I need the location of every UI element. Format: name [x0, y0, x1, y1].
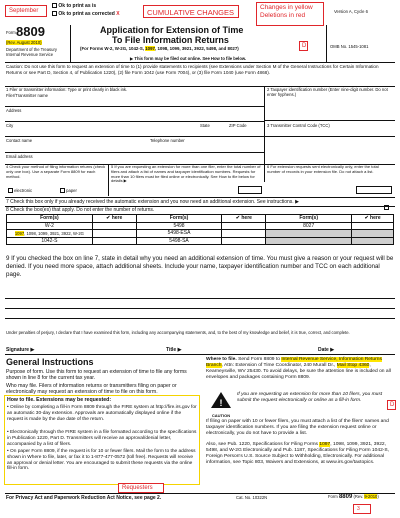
also-see-text: Also, see Pub. 1220, Specifications for Filing Forms 1097, 1098, 1099, 3921, 3922, 5498, and W-2G Electronically and Pub. 1187, Specifications for Filing Form 1042-S, Foreign Person's U.S. Source Subject to Withholding, Electronically. For additional information, see Topic 803, Waivers and Extensions, at www.irs.gov/taxtopics.: [206, 442, 390, 466]
cumulative-changes-banner: CUMULATIVE CHANGES: [143, 5, 239, 18]
signature-label: Signature ▶: [6, 347, 35, 353]
here-checkbox[interactable]: [222, 222, 266, 230]
col-here-3: ✔ here: [352, 215, 394, 223]
table-row: 1097, 1098, 1099, 3921, 3922, W-2G 5498-ESA: [7, 230, 394, 238]
form-title-1: Application for Extension of Time: [100, 25, 244, 35]
line1-label: 1 Filer or transmitter information: Type or print clearly in black ink.: [6, 87, 128, 92]
requesters-annotation: Requesters: [118, 483, 164, 493]
here-checkbox[interactable]: [352, 222, 394, 230]
box6-text: 6 For extension requests sent electronically only, enter the total number of records in your extension file. Do not attach a list.: [267, 164, 379, 174]
table-row: 1042-S 5498-SA: [7, 237, 394, 245]
here-checkbox[interactable]: [92, 237, 136, 245]
yellow-changes-note: Changes in yellow Deletions in red: [256, 2, 324, 26]
table-row: W-2 5498 8027: [7, 222, 394, 230]
box6-input[interactable]: [356, 186, 392, 194]
form-footer-ref: Form 8809 (Rev. 9-2010): [328, 494, 379, 500]
month-annotation: September: [5, 5, 47, 17]
how-bullet-online: • Online by completing a fill-in Form 8809 through the FIRE system at http://fire.irs.gov for an automatic 30-day extension. Approvals are automatically displayed online if the request is made by the due date of the return.: [7, 405, 197, 422]
date-label: Date ▶: [318, 347, 335, 353]
d-annotation-right: D: [387, 400, 396, 410]
tcc-label: 3 Transmitter Control Code (TCC): [267, 123, 330, 128]
filed-online-note: ▶ This form may be filed out online. See How to file below.: [130, 56, 247, 61]
ok-corrected-label: Ok to print as corrected X: [52, 11, 120, 17]
where-to-file-text: Where to file. Send Form 8809 to Internal Revenue Service, Information Returns Branch, Attn: Extension of Time Coordinator, 240 Murall Dr., Mail Stop 4360, Kearneysville, WV 25430. To avoid delays, be sure the attention line is included on all envelopes and packages containing Form 8809.: [206, 357, 391, 381]
caution-text: Caution: Do not use this form to request an extension of time to (1) provide statements to recipients (see Extensions under Section M of the General Instructions for Certain Information Returns or see Part D, Section 4, of Publication 1220), (2) file Form 1042 (use Form 7004), or (3) file Form 1040 (use Form 4868).: [6, 64, 379, 75]
caution-note: If you are requesting an extension for more than 10 filers, you must submit the request electronically or online as a fill-in form.: [237, 392, 383, 403]
page-annotation: 3: [353, 504, 371, 514]
ok-print-label: Ok to print as is: [52, 3, 96, 9]
zip-label: ZIP Code: [229, 123, 247, 128]
privacy-notice: For Privacy Act and Paperwork Reduction Act Notice, see page 2.: [6, 495, 162, 501]
filer-name-label: Filer/Transmitter name: [6, 93, 48, 98]
warning-triangle-icon: [211, 392, 231, 408]
col-form-2: Form(s): [136, 215, 222, 223]
here-checkbox[interactable]: [92, 230, 136, 238]
svg-text:!: !: [219, 398, 223, 408]
paper-checkbox[interactable]: [60, 188, 65, 193]
line7-text: 7 Check this box only if you already received the automatic extension and you now need an additional extension. See instructions. ▶: [6, 199, 299, 205]
caution-icon: ! CAUTION: [208, 392, 234, 416]
ok-as-is-checkbox[interactable]: [52, 3, 57, 8]
here-checkbox[interactable]: [92, 222, 136, 230]
how-bullet-electronic: • Electronically through the FIRE system in a file formatted according to the specifications in Publication 1220, Part D. Transmitters will receive an approval/denial letter, accompanied by a list of filers.: [7, 430, 197, 447]
line8-text: 8 Check the box(es) that apply. Do not enter the number of returns.: [6, 207, 155, 213]
form-number: 8809: [16, 24, 45, 39]
version-label: Version A, Cycle 6: [334, 9, 368, 14]
general-instructions-heading: General Instructions: [6, 357, 94, 367]
cat-number: Cat. No. 10322N: [236, 495, 268, 500]
forms-list: (For Forms W-2, W-2G, 1042-S, 1097, 1098, 1099, 3921, 3922, 5498, and 8027): [80, 46, 239, 51]
paper-note: If filing on paper with 10 or fewer filers, you must attach a list of the filers' names and taxpayer identification numbers. If you are filing the extension request online or electronically, you do not have to provide a list.: [206, 419, 389, 437]
telephone-label: Telephone number: [150, 138, 185, 143]
col-here-2: ✔ here: [222, 215, 266, 223]
form-label: Form: [6, 30, 16, 35]
who-may-file-text: Who may file. Filers of information returns or transmitters filing on paper or electronically may request an extension of time to file on this form.: [6, 383, 177, 396]
department: Department of the Treasury Internal Revenue Service: [6, 47, 57, 58]
d-annotation-top: D: [299, 41, 308, 51]
box5-text: 5 If you are requesting an extension for more than one filer, enter the total number of filers and attach a list of names and taxpayer identification numbers. Requests for more than 10 filers must be filed online or electronically. See How to file below for details ▶: [111, 164, 261, 184]
paper-option[interactable]: paper: [60, 188, 77, 193]
box5-input[interactable]: [238, 186, 262, 194]
purpose-text: Purpose of form. Use this form to request an extension of time to file any forms shown in line 8 for the current tax year.: [6, 369, 187, 382]
email-label: Email address: [6, 154, 33, 159]
col-here-1: ✔ here: [92, 215, 136, 223]
city-label: City: [6, 123, 14, 128]
electronic-checkbox[interactable]: [8, 188, 13, 193]
how-bullet-paper: • On paper Form 8809, if the request is for 10 or fewer filers. Mail the form to the address shown in Where to file, later, or fax it to 1-877-477-0572 (toll free). Requests will receive an approval or denial letter. You are encouraged to submit these requests via the online fill-in form.: [7, 449, 196, 472]
here-checkbox[interactable]: [222, 230, 266, 238]
revision-date: (Rev. August 2010): [6, 40, 42, 45]
ok-corrected-checkbox[interactable]: [52, 11, 57, 16]
box4-text: 4 Check your method of filing information returns (check only one box). Use a separate Form 8809 for each method.: [6, 164, 106, 179]
line9-text: 9 If you checked the box on line 7, state in detail why you need an additional extension of time. You must give a reason or your request will be denied. If you need more space, attach additional sheets. Include your name, taxpayer identification number and TCC on each additional page.: [6, 255, 394, 278]
col-form-3: Form(s): [266, 215, 352, 223]
contact-label: Contact name: [6, 138, 33, 143]
forms-table: [6, 214, 394, 245]
electronic-option[interactable]: electronic: [8, 188, 32, 193]
col-form-1: Form(s): [7, 215, 93, 223]
address-label: Address: [6, 108, 22, 113]
how-to-file-heading: How to file. Extensions may be requested:: [7, 397, 112, 403]
title-label: Title ▶: [166, 347, 182, 353]
form-title-2: To File Information Returns: [112, 35, 229, 45]
state-label: State: [200, 123, 210, 128]
omb-number: OMB No. 1545-1081: [330, 44, 369, 49]
tin-label: 2 Taxpayer identification number (Enter nine-digit number. Do not enter hyphens.): [267, 87, 388, 98]
perjury-statement: Under penalties of perjury, I declare that I have examined this form, including any accompanying statements, and, to the best of my knowledge and belief, it is true, correct, and complete.: [6, 330, 350, 335]
here-checkbox[interactable]: [222, 237, 266, 245]
